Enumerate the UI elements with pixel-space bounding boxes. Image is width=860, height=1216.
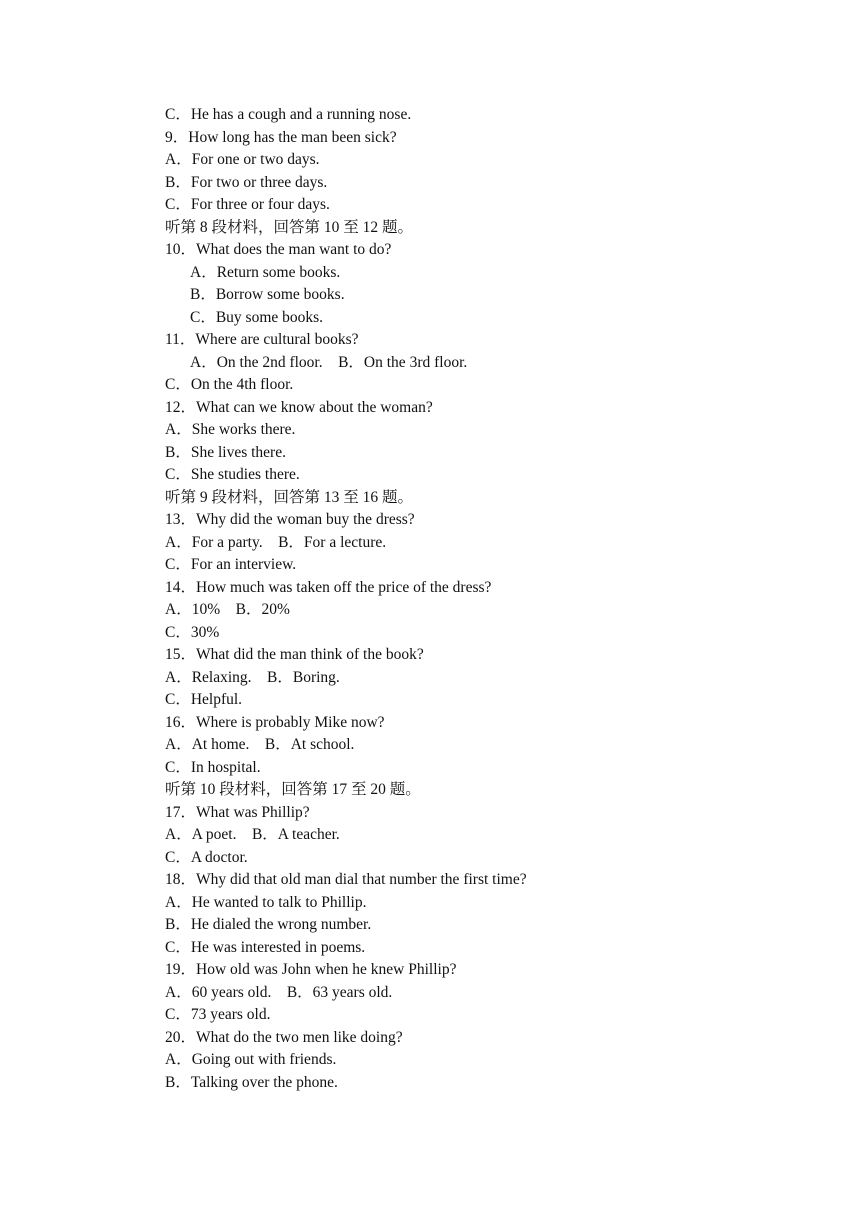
document-line: 12．What can we know about the woman? bbox=[165, 398, 433, 416]
document-line: C．30% bbox=[165, 623, 220, 641]
document-line: A．Return some books. bbox=[190, 263, 341, 281]
document-line: 9．How long has the man been sick? bbox=[165, 128, 397, 146]
document-line: 18．Why did that old man dial that number the first time? bbox=[165, 871, 527, 888]
document-line: C．Buy some books. bbox=[190, 308, 324, 326]
document-line: B．She lives there. bbox=[165, 443, 286, 461]
document-line: 13．Why did the woman buy the dress? bbox=[165, 511, 415, 528]
document-line: C．Helpful. bbox=[165, 691, 243, 708]
document-line: 11．Where are cultural books? bbox=[165, 331, 359, 348]
document-line: A．For a party. B．For a lecture. bbox=[165, 533, 387, 551]
document-body bbox=[165, 104, 765, 1094]
document-line: A．At home. B．At school. bbox=[165, 736, 355, 753]
document-line: A．10% B．20% bbox=[165, 601, 290, 618]
document-line: B．For two or three days. bbox=[165, 173, 328, 191]
document-line: 20．What do the two men like doing? bbox=[165, 1028, 403, 1046]
document-line: A．60 years old. B．63 years old. bbox=[165, 983, 393, 1001]
document-line: A．On the 2nd floor. B．On the 3rd floor. bbox=[190, 353, 468, 371]
document-line: C．He has a cough and a running nose. bbox=[165, 106, 412, 123]
document-line: 10．What does the man want to do? bbox=[165, 241, 392, 258]
document-line: 15．What did the man think of the book? bbox=[165, 646, 424, 663]
document-line: B．Talking over the phone. bbox=[165, 1073, 338, 1091]
document-line: 14．How much was taken off the price of the dress? bbox=[165, 578, 492, 596]
document-line: 听第 9 段材料，回答第 13 至 16 题。 bbox=[165, 488, 414, 506]
document-line: C．He was interested in poems. bbox=[165, 938, 366, 956]
document-line: B．He dialed the wrong number. bbox=[165, 916, 372, 933]
document-line: C．73 years old. bbox=[165, 1006, 271, 1023]
document-line: 16．Where is probably Mike now? bbox=[165, 713, 385, 731]
document-line: 17．What was Phillip? bbox=[165, 803, 310, 821]
document-line: 听第 8 段材料，回答第 10 至 12 题。 bbox=[165, 218, 414, 236]
document-line: A．Relaxing. B．Boring. bbox=[165, 668, 340, 686]
document-line: A．She works there. bbox=[165, 421, 296, 438]
document-line: A．A poet. B．A teacher. bbox=[165, 826, 340, 843]
document-line: 听第 10 段材料，回答第 17 至 20 题。 bbox=[165, 781, 421, 798]
document-line: C．For three or four days. bbox=[165, 196, 330, 213]
document-line: 19．How old was John when he knew Phillip? bbox=[165, 961, 457, 978]
document-line: C．A doctor. bbox=[165, 848, 248, 866]
document-line: C．She studies there. bbox=[165, 466, 300, 483]
document-line: C．For an interview. bbox=[165, 556, 297, 573]
document-line: A．He wanted to talk to Phillip. bbox=[165, 893, 367, 911]
document-line: C．In hospital. bbox=[165, 758, 261, 776]
document-line: A．Going out with friends. bbox=[165, 1051, 337, 1068]
document-line: B．Borrow some books. bbox=[190, 286, 345, 303]
document-line: C．On the 4th floor. bbox=[165, 376, 294, 393]
document-line: A．For one or two days. bbox=[165, 151, 320, 168]
